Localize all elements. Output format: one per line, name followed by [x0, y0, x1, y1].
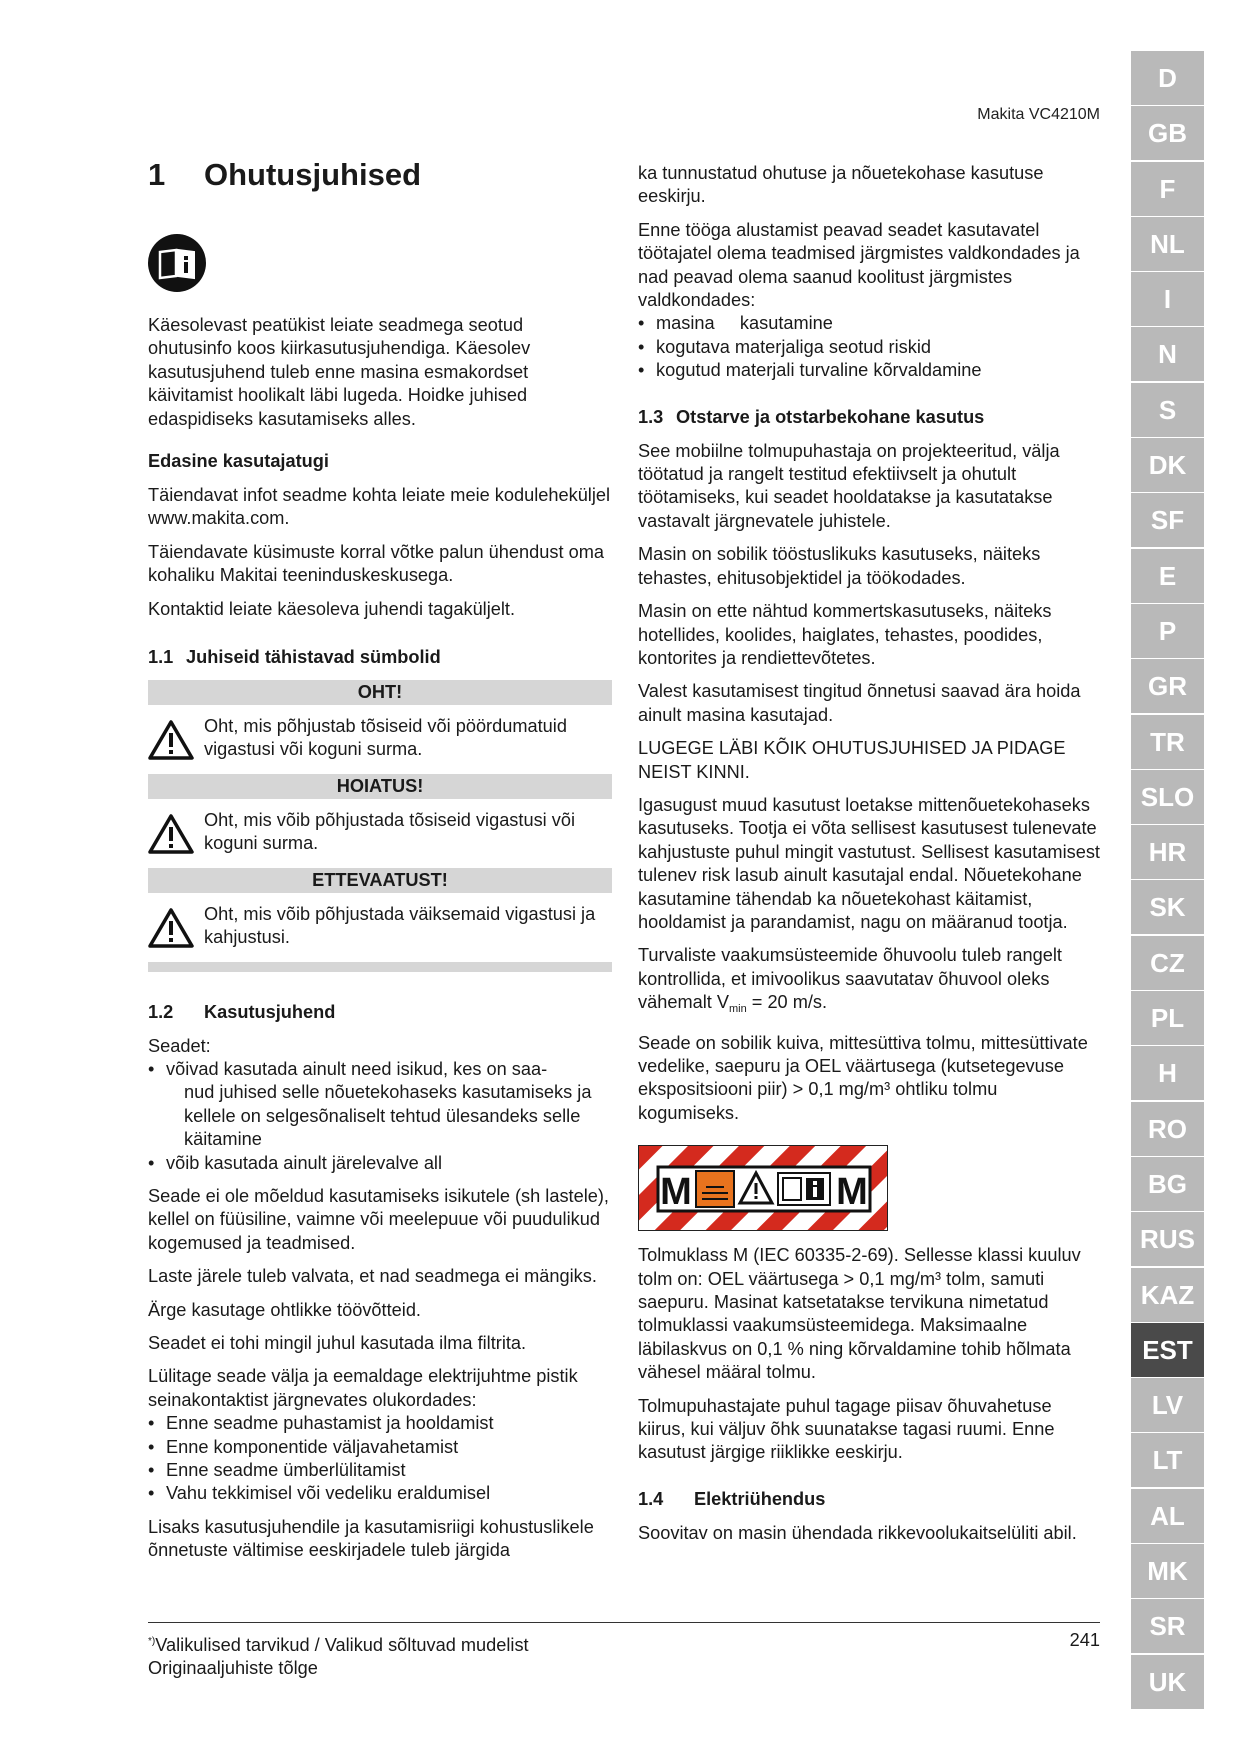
filter-paragraph: Seadet ei tohi mingil juhul kasutada ilma filtrita. [148, 1332, 527, 1353]
badge-letter-right: M [836, 1171, 868, 1214]
language-tabs [1131, 51, 1204, 1710]
subsection-number: 1.2 [148, 1001, 174, 1022]
language-tab-est[interactable]: EST [1131, 1323, 1204, 1377]
left-column [148, 212, 612, 1573]
airflow-paragraph [638, 944, 1100, 1021]
subsection-number: 1.4 [638, 1488, 664, 1509]
list-item: • Enne seadme puhastamist ja hooldamist [148, 1412, 612, 1435]
subsection-1-4-heading [638, 1489, 1100, 1510]
list-item: • Enne seadme ümberlülitamist [148, 1459, 612, 1482]
watch-children-paragraph: Laste järele tuleb valvata, et nad seadmega ei mängiks. [148, 1266, 597, 1287]
language-tab-f[interactable]: F [1131, 162, 1204, 216]
language-tab-tr[interactable]: TR [1131, 715, 1204, 769]
designed-paragraph: See mobiilne tolmupuhastaja on projekteeritud, välja töötatud ja rangelt testitud efektiivselt ja ohutult töötamiseks, kui seadet hooldatakse ja kasutatakse vastavalt järgnevatele juhistele. [638, 440, 1060, 531]
children-paragraph: Seade ei ole mõeldud kasutamiseks isikutele (sh lastele), kellel on füüsiline, vaimne või meelepuue või puudulikud kogemused ja teadmised. [148, 1185, 609, 1253]
language-tab-hr[interactable]: HR [1131, 825, 1204, 879]
language-tab-nl[interactable]: NL [1131, 217, 1204, 271]
read-manual-icon [148, 234, 206, 292]
electric-paragraph: Soovitav on masin ühendada rikkevoolukaitselüliti abil. [638, 1522, 1077, 1543]
rules-paragraph: Lisaks kasutusjuhendile ja kasutamisriigi kohustuslikele õnnetuste vältimise eeskirjadele tuleb järgida [148, 1516, 594, 1561]
airflow-subscript: min [728, 1003, 747, 1016]
signal-warning-text: Oht, mis võib põhjustada tõsiseid vigastusi või koguni surma. [204, 809, 576, 854]
subsection-title: Juhiseid tähistavad sümbolid [186, 647, 441, 668]
signal-caution-text: Oht, mis võib põhjustada väiksemaid vigastusi ja kahjustusi. [204, 903, 596, 948]
section-title [148, 157, 421, 193]
intro-paragraph: Käesolevast peatükist leiate seadmega seotud ohutusinfo koos kiirkasutusjuhendiga. Käesolev kasutusjuhend tuleb enne masina esmakordset käivitamist hoolikalt läbi lugeda. Hoidke juhised edaspidiseks kasutamiseks alles. [148, 315, 531, 429]
warning-triangle-icon [148, 719, 194, 761]
support-heading: Edasine kasutajatugi [148, 451, 329, 472]
misuse-paragraph: Valest kasutamisest tingitud õnnetusi saavad ära hoida ainult masina kasutajad. [638, 681, 1081, 725]
list-item: • masina kasutamine [638, 312, 1100, 335]
section-title-text: Ohutusjuhised [204, 157, 421, 192]
list-item [148, 1058, 612, 1152]
language-tab-sk[interactable]: SK [1131, 880, 1204, 934]
list-item: • võib kasutada ainult järelevalve all [148, 1152, 612, 1175]
training-list [638, 312, 1100, 382]
subsection-title: Kasutusjuhend [204, 1001, 336, 1022]
footer-optional-text: Valikulised tarvikud / Valikud sõltuvad mudelist [155, 1635, 529, 1656]
list-item-text: võivad kasutada ainult need isikud, kes on saa- [166, 1058, 548, 1079]
list-item: • kogutava materjaliga seotud riskid [638, 336, 1100, 359]
language-tab-lv[interactable]: LV [1131, 1378, 1204, 1432]
language-tab-d[interactable]: D [1131, 51, 1204, 105]
language-tab-rus[interactable]: RUS [1131, 1212, 1204, 1266]
warning-triangle-icon [148, 813, 194, 855]
footer-notes [148, 1630, 529, 1680]
dust-filter-icon [696, 1171, 734, 1207]
list-item: • Enne komponentide väljavahetamist [148, 1436, 612, 1459]
footer-line-1 [148, 1630, 529, 1657]
signal-danger-text: Oht, mis põhjustab tõsiseid või pöördumatuid vigastusi või koguni surma. [204, 716, 567, 760]
signal-word-danger: OHT! [148, 680, 612, 705]
warning-triangle-icon [148, 907, 194, 949]
language-tab-ro[interactable]: RO [1131, 1102, 1204, 1156]
improper-use-paragraph: Igasugust muud kasutust loetakse mittenõuetekohaseks kasutuseks. Tootja ei võta sellisest kasutusest tulenevate kahjustuste puhul mingit vastutust. Sellisest kasutamisest tulenev risk lasub ainult kasutajal endal. Nõuetekohane kasutamine tähendab ka nõuetekohast käitamist, hooldamist ja parandamist, nagu on määranud tootja. [638, 794, 1100, 932]
language-tab-n[interactable]: N [1131, 327, 1204, 381]
model-header: Makita VC4210M [977, 106, 1100, 123]
badge-letter-left: M [660, 1171, 692, 1214]
language-tab-sr[interactable]: SR [1131, 1599, 1204, 1653]
dust-class-m-badge-icon [638, 1145, 888, 1231]
signal-word-caution: ETTEVAATUST! [148, 868, 612, 893]
industrial-paragraph: Masin on sobilik tööstuslikuks kasutuseks, näiteks tehastes, ehitusobjektidel ja töökodades. [638, 544, 1041, 588]
airflow-value: = 20 m/s. [746, 992, 828, 1013]
signal-danger-row [148, 715, 612, 762]
before-work-paragraph: Enne tööga alustamist peavad seadet kasutavatel töötajatel olema teadmised järgmistes valdkondades ja nad peavad olema saanud koolitust järgmistes valdkondades: [638, 219, 1080, 311]
support-paragraph-1: Täiendavat infot seadme kohta leiate meie koduleheküljel www.makita.com. [148, 485, 611, 529]
support-paragraph-2: Täiendavate küsimuste korral võtke palun ühendust oma kohaliku Makitai teeninduskeskusega. [148, 541, 604, 586]
language-tab-gr[interactable]: GR [1131, 659, 1204, 713]
language-tab-gb[interactable]: GB [1131, 106, 1204, 160]
subsection-1-3-heading [638, 407, 1100, 428]
list-item-continuation: nud juhised selle nõuetekohaseks kasutamiseks ja kellele on selgesõnaliselt tehtud ülesandeks selle käitamine [184, 1082, 592, 1150]
section-number: 1 [148, 157, 166, 192]
language-tab-i[interactable]: I [1131, 272, 1204, 326]
language-tab-p[interactable]: P [1131, 604, 1204, 658]
language-tab-kaz[interactable]: KAZ [1131, 1268, 1204, 1322]
subsection-number: 1.3 [638, 406, 664, 427]
support-paragraph-3: Kontaktid leiate käesoleva juhendi tagaküljelt. [148, 598, 516, 619]
subsection-1-2-heading [148, 1002, 612, 1023]
language-tab-h[interactable]: H [1131, 1046, 1204, 1100]
dangerous-methods-paragraph: Ärge kasutage ohtlikke töövõtteid. [148, 1299, 421, 1320]
airflow-text: Turvaliste vaakumsüsteemide õhuvoolu tuleb rangelt kontrollida, et imivoolikus saavutatav õhuvool oleks vähemalt V [638, 945, 1062, 1013]
suitable-paragraph: Seade on sobilik kuiva, mittesüttiva tolmu, mittesüttivate vedelike, saepuru ja OEL väärtusega (kutsetegevuse ekspositsiooni piir) > 0,1 mg/m³ ohtliku tolmu kogumiseks. [638, 1032, 1088, 1123]
signal-caution-row [148, 903, 612, 950]
subsection-title: Otstarve ja otstarbekohane kasutus [676, 406, 985, 427]
ventilation-paragraph: Tolmupuhastajate puhul tagage piisav õhuvahetuse kiirus, kui väljuv õhk suunatakse tagasi ruumi. Enne kasutust järgige riiklikke eeskirju. [638, 1395, 1055, 1463]
commercial-paragraph: Masin on ette nähtud kommertskasutuseks, näiteks hotellides, koolides, haiglates, tehastes, poodides, kontorites ja rendiettevõtetes. [638, 601, 1052, 668]
read-all-paragraph: LUGEGE LÄBI KÕIK OHUTUSJUHISED JA PIDAGE NEIST KINNI. [638, 738, 1066, 782]
language-tab-pl[interactable]: PL [1131, 991, 1204, 1045]
footer-line-2: Originaaljuhiste tõlge [148, 1658, 318, 1679]
subsection-1-1-heading [148, 647, 612, 668]
language-tab-uk[interactable]: UK [1131, 1655, 1204, 1709]
language-tab-cz[interactable]: CZ [1131, 936, 1204, 990]
dust-class-paragraph: Tolmuklass M (IEC 60335-2-69). Sellesse klassi kuuluv tolm on: OEL väärtusega > 0,1 mg/m³ tolm, samuti saepuru. Masinat katsetatakse tervikuna nimetatud tolmuklassi vaakumsüsteemidega. Maksimaalne läbilaskvus on 0,1 % ning kõrvaldamine tohib hõlmata vähesel määral tolmu. [638, 1245, 1081, 1383]
language-tab-dk[interactable]: DK [1131, 438, 1204, 492]
list-item: • kogutud materjali turvaline kõrvaldamine [638, 359, 1100, 382]
list-item: • Vahu tekkimisel või vedeliku eraldumisel [148, 1482, 612, 1505]
devices-list [148, 1058, 612, 1175]
signal-word-warning: HOIATUS! [148, 774, 612, 799]
language-tab-mk[interactable]: MK [1131, 1544, 1204, 1598]
unplug-paragraph: Lülitage seade välja ja eemaldage elektrijuhtme pistik seinakontaktist järgnevates olukordades: [148, 1366, 578, 1410]
continued-paragraph: ka tunnustatud ohutuse ja nõuetekohase kasutuse eeskirju. [638, 163, 1044, 207]
signal-warning-row [148, 809, 612, 856]
language-tab-e[interactable]: E [1131, 549, 1204, 603]
subsection-title: Elektriühendus [694, 1488, 826, 1509]
page-number: 241 [1069, 1630, 1100, 1650]
language-tab-al[interactable]: AL [1131, 1489, 1204, 1543]
language-tab-sf[interactable]: SF [1131, 493, 1204, 547]
language-tab-slo[interactable]: SLO [1131, 770, 1204, 824]
unplug-list [148, 1412, 612, 1506]
signal-section-divider [148, 962, 612, 972]
footnote-mark: *) [148, 1636, 156, 1647]
subsection-number: 1.1 [148, 647, 174, 668]
language-tab-bg[interactable]: BG [1131, 1157, 1204, 1211]
right-column [638, 162, 1100, 1555]
language-tab-lt[interactable]: LT [1131, 1433, 1204, 1487]
language-tab-s[interactable]: S [1131, 383, 1204, 437]
footer-divider [148, 1622, 1100, 1623]
devices-label: Seadet: [148, 1035, 211, 1056]
